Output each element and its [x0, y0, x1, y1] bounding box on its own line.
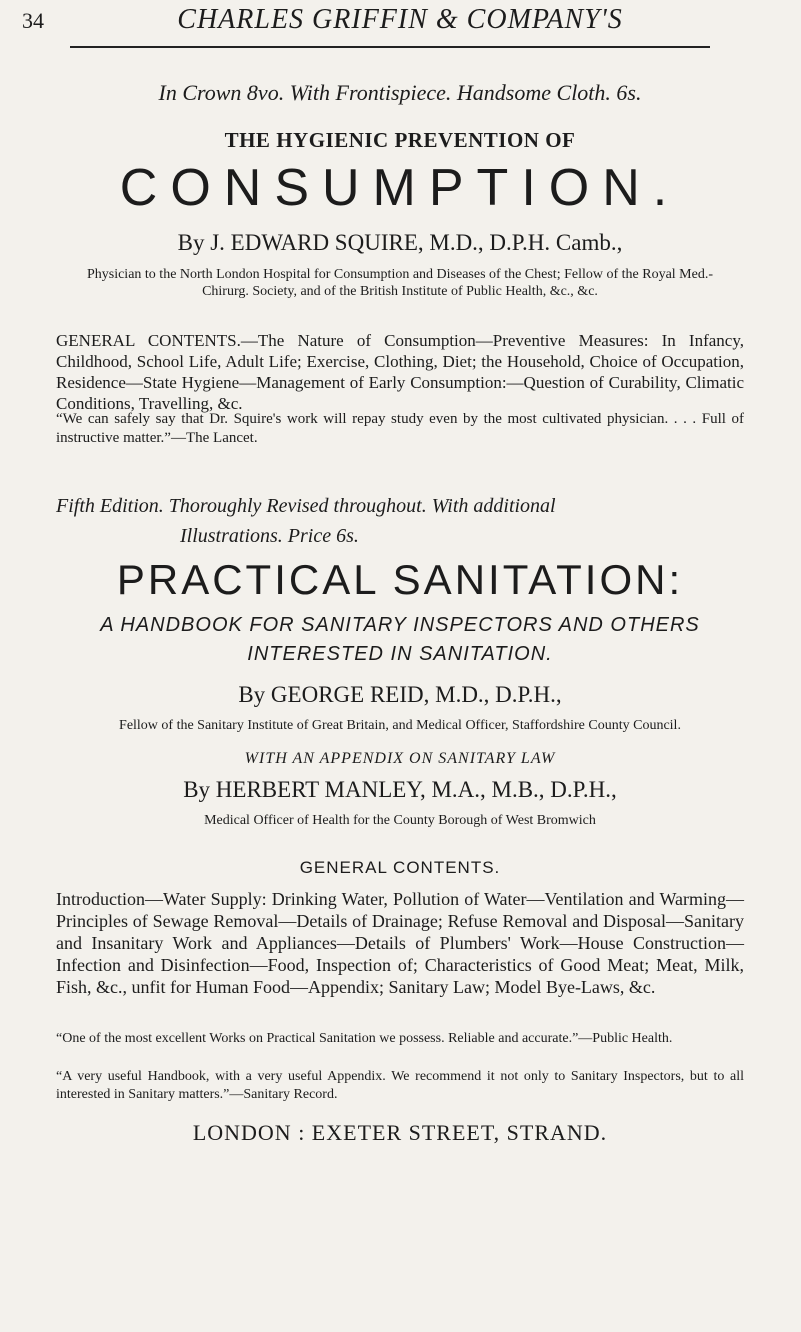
book1-contents: GENERAL CONTENTS.—The Nature of Consumption—Preventive Measures: In Infancy, Childhood, School Life, Adult Life; Exercise, Clothing, Diet; the Household, Choice of Occupation, Residence—State Hygiene—Management of Early Consumption:—Question of Curability, Climatic Conditions, Travelling, &c.: [56, 331, 744, 413]
book2-edition-line-1: Fifth Edition. Thoroughly Revised throughout. With additional: [56, 495, 556, 517]
book2-author-credentials: Fellow of the Sanitary Institute of Great Britain, and Medical Officer, Staffordshire County Council.: [119, 718, 681, 733]
book1-format-line: In Crown 8vo. With Frontispiece. Handsome Cloth. 6s.: [158, 80, 642, 105]
book2-author: By GEORGE REID, M.D., D.P.H.,: [238, 682, 562, 707]
book1-review: “We can safely say that Dr. Squire's work will repay study even by the most cultivated physician. . . . Full of instructive matter.”—The Lancet.: [56, 411, 744, 446]
book1-title-small: THE HYGIENIC PREVENTION OF: [224, 128, 576, 152]
book1-author: By J. EDWARD SQUIRE, M.D., D.P.H. Camb.,: [177, 230, 623, 255]
book1-author-credentials: Physician to the North London Hospital for Consumption and Diseases of the Chest; Fellow of the Royal Med.-Chirurg. Society, and of the British Institute of Public Health, &c., &c.: [86, 267, 714, 299]
book2-contents-heading: GENERAL CONTENTS.: [299, 858, 501, 877]
book2-appendix-line: WITH AN APPENDIX ON SANITARY LAW: [244, 750, 556, 767]
book2-subtitle-1: A HANDBOOK FOR SANITARY INSPECTORS AND OTHERS: [100, 614, 700, 636]
book2-edition-line-2: Illustrations. Price 6s.: [180, 525, 359, 547]
book2-contents: Introduction—Water Supply: Drinking Water, Pollution of Water—Ventilation and Warming—Principles of Sewage Removal—Details of Drainage; Refuse Removal and Disposal—Sanitary and Insanitary Work and Appliances—Details of Plumbers' Work—House Construction—Infection and Disinfection—Food, Inspection of; Characteristics of Good Meat; Meat, Milk, Fish, &c., unfit for Human Food—Appendix; Sanitary Law; Model Bye-Laws, &c.: [56, 889, 744, 997]
book2-coauthor-credentials: Medical Officer of Health for the County Borough of West Bromwich: [204, 813, 596, 828]
book2-review-2: “A very useful Handbook, with a very useful Appendix. We recommend it not only to Sanitary Inspectors, but to all interested in Sanitary matters.”—Sanitary Record.: [56, 1069, 744, 1102]
book2-review-1: “One of the most excellent Works on Practical Sanitation we possess. Reliable and accurate.”—Public Health.: [56, 1031, 673, 1046]
page-number: 34: [22, 8, 44, 33]
book1-title-large: CONSUMPTION.: [119, 159, 681, 217]
book2-coauthor: By HERBERT MANLEY, M.A., M.B., D.P.H.,: [183, 777, 617, 802]
publisher-imprint: LONDON : EXETER STREET, STRAND.: [192, 1120, 608, 1145]
running-head: CHARLES GRIFFIN & COMPANY'S: [177, 4, 623, 35]
book2-subtitle-2: INTERESTED IN SANITATION.: [247, 643, 553, 665]
header-rule: [70, 46, 710, 48]
book2-title: PRACTICAL SANITATION:: [116, 556, 684, 603]
